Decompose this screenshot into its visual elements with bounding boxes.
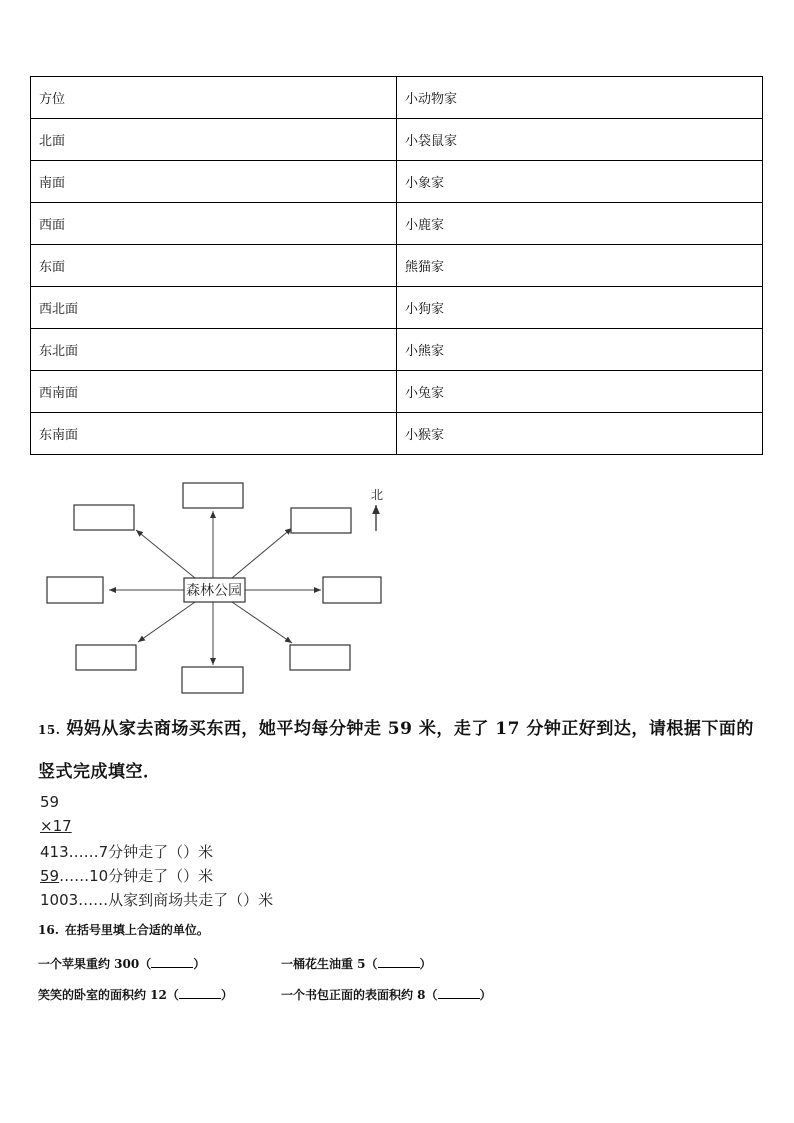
calc-partial-text: ……10分钟走了（）米	[59, 867, 214, 885]
answer-blank[interactable]	[151, 955, 193, 968]
calc-line-total: 1003……从家到商场共走了（）米	[40, 891, 274, 909]
table-row	[31, 371, 763, 413]
direction-diagram	[40, 478, 400, 698]
direction-table	[30, 76, 763, 455]
table-cell: 熊猫家	[397, 245, 763, 287]
north-label: 北	[370, 488, 384, 502]
table-row	[31, 287, 763, 329]
table-cell: 西面	[31, 203, 397, 245]
question-15	[38, 708, 758, 793]
table-row	[31, 203, 763, 245]
box-east	[323, 577, 381, 603]
item-close: ）	[479, 988, 492, 1002]
table-cell: 小象家	[397, 161, 763, 203]
table-cell: 小鹿家	[397, 203, 763, 245]
calc-partial-number: 59	[40, 867, 60, 885]
item-text: 一桶花生油重 5（	[281, 957, 378, 971]
table-cell: 小狗家	[397, 287, 763, 329]
table-cell: 小袋鼠家	[397, 119, 763, 161]
item-close: ）	[220, 988, 233, 1002]
table-row	[31, 119, 763, 161]
question-number: 16.	[38, 923, 59, 937]
item-text: 笑笑的卧室的面积约 12（	[38, 988, 179, 1002]
arrow-northwest	[136, 530, 195, 578]
table-cell: 小熊家	[397, 329, 763, 371]
box-west	[47, 577, 103, 603]
fill-item	[38, 955, 205, 972]
item-close: ）	[193, 957, 206, 971]
calc-line-multiplicand: 59	[40, 793, 60, 811]
answer-blank[interactable]	[179, 986, 221, 999]
table-row	[31, 329, 763, 371]
question-16	[38, 921, 209, 938]
fill-item	[38, 986, 233, 1003]
question-title: 在括号里填上合适的单位。	[64, 923, 209, 937]
calc-line-partial-1: 413……7分钟走了（）米	[40, 843, 214, 861]
table-cell: 西南面	[31, 371, 397, 413]
table-cell: 东南面	[31, 413, 397, 455]
table-cell: 小兔家	[397, 371, 763, 413]
box-south	[182, 667, 243, 693]
item-text: 一个苹果重约 300（	[38, 957, 152, 971]
answer-blank[interactable]	[438, 986, 480, 999]
box-north	[183, 483, 243, 508]
table-cell: 北面	[31, 119, 397, 161]
table-cell: 方位	[31, 77, 397, 119]
table-cell: 东北面	[31, 329, 397, 371]
center-label: 森林公园	[186, 583, 242, 599]
answer-blank[interactable]	[378, 955, 420, 968]
table-row	[31, 245, 763, 287]
calc-line-multiplier: ×17	[40, 817, 72, 835]
table-row	[31, 413, 763, 455]
table-cell: 小动物家	[397, 77, 763, 119]
table-cell: 小猴家	[397, 413, 763, 455]
item-close: ）	[419, 957, 432, 971]
box-southeast	[290, 645, 350, 670]
item-text: 一个书包正面的表面积约 8（	[281, 988, 438, 1002]
table-row	[31, 161, 763, 203]
calc-line-partial-2	[40, 865, 213, 886]
box-northeast	[291, 508, 351, 533]
question-text: 妈妈从家去商场买东西，她平均每分钟走 59 米，走了 17 分钟正好到达，请根据下面的竖式完成填空．	[38, 719, 754, 782]
table-cell: 东面	[31, 245, 397, 287]
table-cell: 南面	[31, 161, 397, 203]
box-northwest	[74, 505, 134, 530]
question-number: 15.	[38, 723, 61, 737]
fill-item	[281, 986, 492, 1003]
table-cell: 西北面	[31, 287, 397, 329]
arrow-northeast	[232, 528, 292, 578]
arrow-southeast	[232, 602, 292, 643]
arrow-southwest	[138, 602, 195, 642]
fill-item	[281, 955, 432, 972]
box-southwest	[76, 645, 136, 670]
table-row	[31, 77, 763, 119]
